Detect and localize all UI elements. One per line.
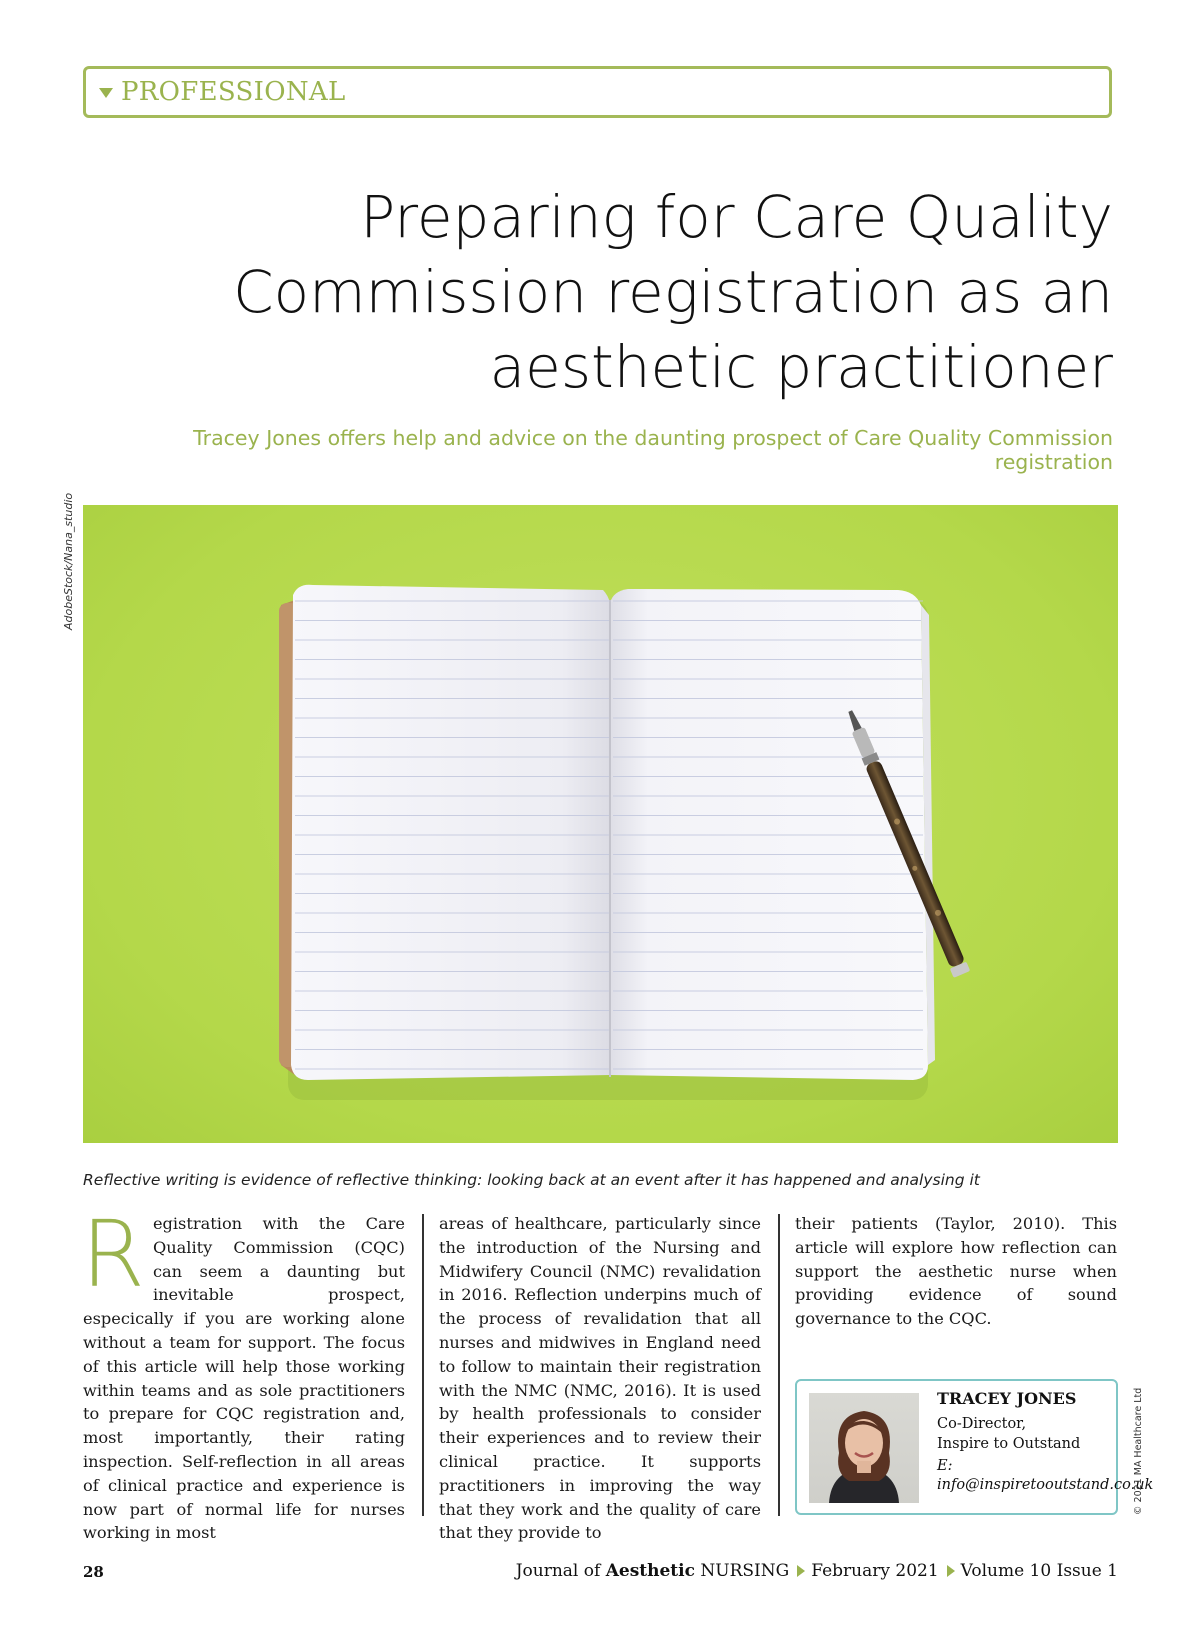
author-name: TRACEY JONES: [937, 1389, 1077, 1408]
column-divider: [422, 1214, 424, 1516]
body-text-col3: their patients (Taylor, 2010). This article will explore how reflection can support the aesthetic nurse when providing evidence of sound governance to the CQC.: [795, 1214, 1117, 1329]
issue-date: February 2021: [811, 1561, 939, 1581]
notebook-illustration: [83, 505, 1118, 1143]
title-line-2: Commission registration as an: [233, 258, 1113, 326]
body-column-3: [795, 1212, 1117, 1331]
triangle-right-icon: [947, 1565, 955, 1577]
image-caption: Reflective writing is evidence of reflective thinking: looking back at an event after it has happened and analysing it: [83, 1171, 980, 1189]
image-credit: AdobeStock/Nana_studio: [62, 492, 75, 630]
author-photo: [809, 1393, 919, 1503]
issue-volume: Volume 10 Issue 1: [960, 1561, 1118, 1581]
author-company: Inspire to Outstand: [937, 1436, 1081, 1452]
notebook-photo: [83, 505, 1118, 1143]
title-line-3: aesthetic practitioner: [489, 333, 1113, 401]
journal-name-suffix: NURSING: [700, 1561, 790, 1581]
title-line-1: Preparing for Care Quality: [360, 183, 1113, 251]
triangle-right-icon: [797, 1565, 805, 1577]
article-title: [213, 180, 1113, 405]
copyright-notice: © 2021 MA Healthcare Ltd: [1133, 1387, 1144, 1515]
journal-name-prefix: Journal of: [515, 1561, 601, 1581]
article-standfirst: Tracey Jones offers help and advice on the daunting prospect of Care Quality Commission registration: [193, 426, 1113, 474]
section-header: [83, 66, 1112, 118]
author-role: [937, 1414, 1112, 1454]
body-column-1: [81, 1201, 405, 1545]
page-number: 28: [83, 1563, 104, 1581]
column-divider: [778, 1214, 780, 1516]
body-text-col1: egistration with the Care Quality Commission (CQC) can seem a daunting but inevitable prospect, especically if you are working alone without a team for support. The focus of this article will help those working within teams and as sole practitioners to prepare for CQC registration and, most importantly, their rating inspection. Self-reflection in all areas of clinical practice and experience is now part of normal life for nurses working in most: [83, 1214, 405, 1543]
section-label: PROFESSIONAL: [121, 77, 346, 107]
drop-cap: R: [81, 1201, 145, 1308]
journal-footer: [516, 1561, 1118, 1581]
body-column-2: [439, 1212, 761, 1545]
author-portrait: [809, 1393, 919, 1503]
journal-name-bold: Aesthetic: [605, 1561, 695, 1581]
body-text-col2: areas of healthcare, particularly since the introduction of the Nursing and Midwifery Council (NMC) revalidation in 2016. Reflection underpins much of the process of revalidation that all nurses and midwives in England need to follow to maintain their registration with the NMC (NMC, 2016). It is used by health professionals to consider their experiences and to review their clinical practice. It supports practitioners in improving the way that they work and the quality of care that they provide to: [439, 1214, 761, 1543]
author-title: Co-Director,: [937, 1416, 1027, 1432]
triangle-down-icon: [99, 88, 113, 98]
author-email[interactable]: E: info@inspiretooutstand.co.uk: [937, 1458, 1154, 1493]
